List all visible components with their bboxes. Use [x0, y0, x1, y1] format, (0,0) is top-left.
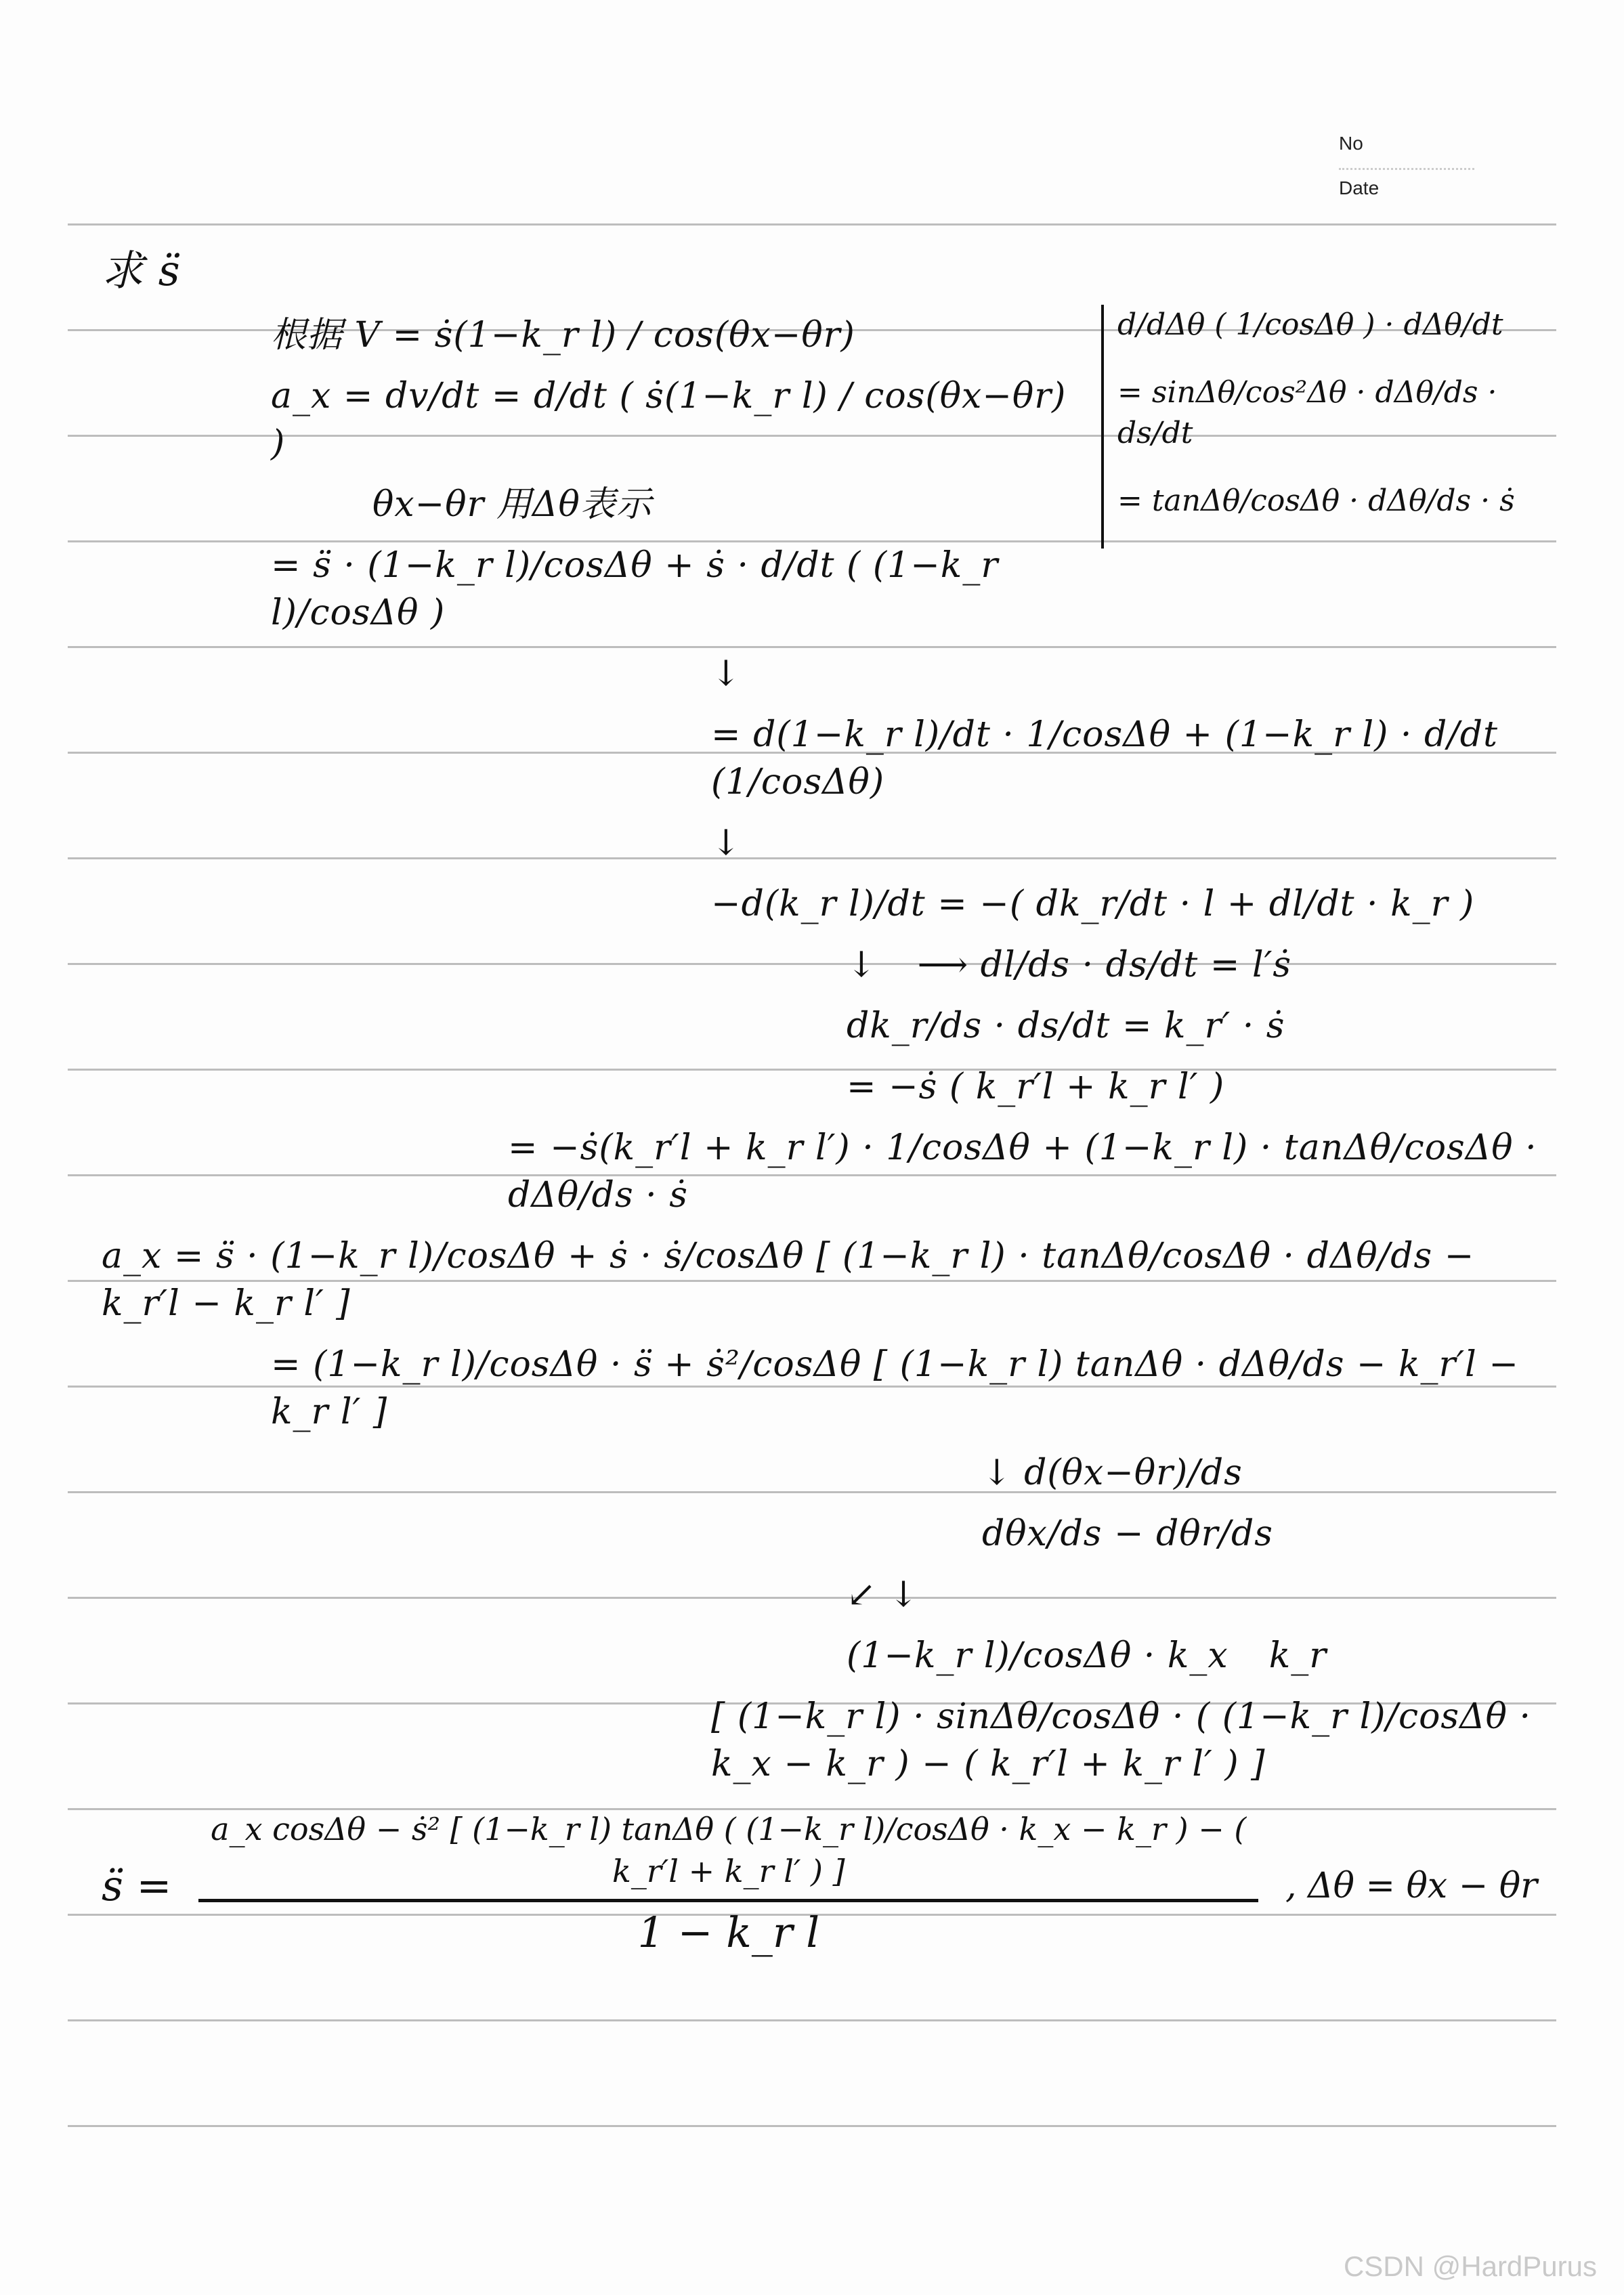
eq-kr-term: k_r: [1268, 1635, 1327, 1676]
eq-ax-expand: = s̈ · (1−k_r l)/cosΔθ + ṡ · d/dt ( (1−k_r l)/cosΔθ ): [271, 545, 999, 633]
eq-dtheta-split: dθx/ds − dθr/ds: [982, 1514, 1273, 1554]
derivation: [102, 244, 1537, 1963]
eq-result-2: = −ṡ(k_r′l + k_r l′) · 1/cosΔθ + (1−k_r l) · tanΔθ/cosΔθ · dΔθ/ds · ṡ: [508, 1128, 1537, 1216]
watermark: CSDN @HardPurus: [1343, 2250, 1597, 2282]
eq-dkr-dt: dk_r/ds · ds/dt = k_r′ · ṡ: [847, 1006, 1285, 1046]
no-field-line: [1339, 168, 1474, 170]
no-label: No: [1339, 133, 1363, 154]
arrow-down: ↓: [711, 653, 742, 694]
ruled-line: [68, 2019, 1556, 2021]
final-denominator: 1 − k_r l: [637, 1908, 820, 1957]
arrows: ↙ ↓: [847, 1574, 919, 1615]
side-eq-3: = tanΔθ/cosΔθ · dΔθ/ds · ṡ: [1117, 484, 1515, 518]
arrow-down: ↓: [711, 823, 742, 863]
ruled-line: [68, 223, 1556, 226]
eq-bracket-expanded: [ (1−k_r l) · sinΔθ/cosΔθ · ( (1−k_r l)/cosΔθ · k_x − k_r ) − ( k_r′l + k_r l′ ) ]: [711, 1696, 1532, 1784]
eq-ax-simplified: = (1−k_r l)/cosΔθ · s̈ + ṡ²/cosΔθ [ (1−k_r l) tanΔθ · dΔθ/ds − k_r′l − k_r l′ ]: [271, 1344, 1519, 1432]
side-eq-2: = sinΔθ/cos²Δθ · dΔθ/ds · ds/dt: [1117, 375, 1497, 450]
final-lhs: s̈ =: [102, 1861, 172, 1910]
eq-ax-full: a_x = s̈ · (1−k_r l)/cosΔθ + ṡ · ṡ/cosΔθ [ (1−k_r l) · tanΔθ/cosΔθ · dΔθ/ds − k_r′l − k_r l′ ]: [102, 1236, 1475, 1324]
eq-krl-derivative: −d(k_r l)/dt = −( dk_r/dt · l + dl/dt · k_r ): [711, 884, 1475, 924]
sub-derivations: [102, 941, 1537, 1002]
final-numerator: a_x cosΔθ − ṡ² [ (1−k_r l) tanΔθ ( (1−k_r l)/cosΔθ · k_x − k_r ) − ( k_r′l + k_r l′ ) ]: [198, 1808, 1258, 1902]
arrow-down: ↓: [847, 945, 877, 985]
eq-kx-term: (1−k_r l)/cosΔθ · k_x: [847, 1635, 1228, 1676]
title: 求 s̈: [102, 246, 181, 295]
eq-derivative-product: = d(1−k_r l)/dt · 1/cosΔθ + (1−k_r l) · d/dt (1/cosΔθ): [711, 714, 1498, 802]
eq-dl-dt: ⟶ dl/ds · ds/dt = l′ṡ: [917, 945, 1292, 985]
date-label: Date: [1339, 177, 1380, 198]
note-delta-theta: θx−θr 用Δθ表示: [372, 484, 652, 525]
final-formula: [102, 1808, 1537, 1963]
ruled-line: [68, 2125, 1556, 2127]
eq-result-1: = −ṡ ( k_r′l + k_r l′ ): [847, 1067, 1225, 1107]
eq-ax-def: a_x = dv/dt = d/dt ( ṡ(1−k_r l) / cos(θx−θr) ): [271, 376, 1067, 464]
side-derivation-bracket: [1101, 305, 1537, 549]
eq-velocity: 根据 V = ṡ(1−k_r l) / cos(θx−θr): [271, 315, 855, 356]
fraction: [198, 1808, 1258, 1963]
eq-dtheta-ds: ↓ d(θx−θr)/ds: [982, 1453, 1243, 1493]
side-eq-1: d/dΔθ ( 1/cosΔθ ) · dΔθ/dt: [1117, 307, 1503, 342]
final-note: , Δθ = θx − θr: [1285, 1865, 1537, 1906]
substitutions: [102, 1632, 1537, 1693]
